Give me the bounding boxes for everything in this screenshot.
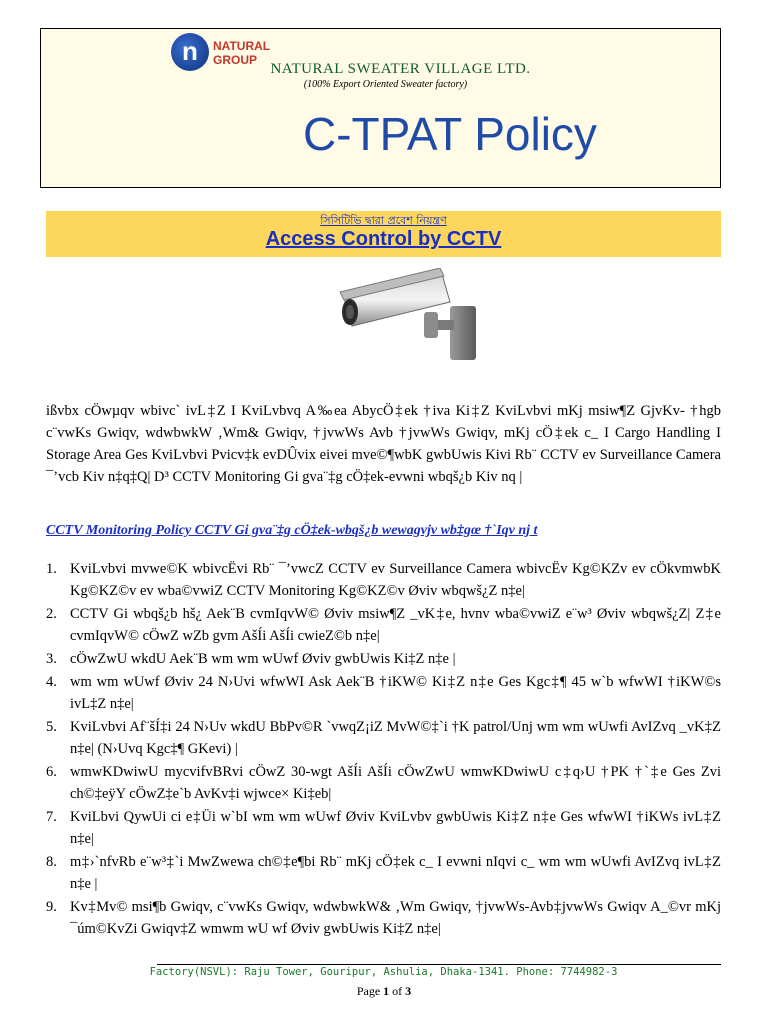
list-item-text: wm wm wUwf Øviv 24 N›Uvi wfwWI Ask Aek¨B †iKW© Ki‡Z n‡e Ges Kgc‡¶ 45 w`b wfwWI †iKW©s ivL‡Z n‡e| (70, 674, 721, 712)
logo-icon: n (171, 33, 209, 71)
list-item-number: 4. (46, 674, 57, 690)
page-current: 1 (383, 984, 390, 998)
list-item (46, 716, 721, 760)
list-item-number: 1. (46, 561, 57, 577)
intro-paragraph: ißvbx cÖwµqv wbivc` ivL‡Z I KviLvbvq A‰ea AbycÖ‡ek †iva Ki‡Z KviLvbvi mKj msiw¶Z GjvKv- †hgb c¨vwKs Gwiqv, wdwbwkW ‚Wm& Gwiqv, †jvwWs Avb †jvwWs Gwiqv, mKj cÖ‡ek c_ I Cargo Handling I Storage Area Ges KviLvbvi Pvicv‡k evDÛvix eivei mve©¶wbK gwbUwis Kivi Rb¨ CCTV ev Surveillance Camera ¯’vcb Kiv n‡q‡Q| D³ CCTV Monitoring Gi gva¨‡g cÖ‡ek-evwni wbqš¿b Kiv nq | (46, 403, 721, 485)
list-item (46, 558, 721, 602)
logo-line-2: GROUP (213, 53, 258, 67)
page-of: of (392, 984, 403, 998)
list-item (46, 851, 721, 895)
page-total: 3 (405, 984, 412, 998)
company-name: NATURAL SWEATER VILLAGE LTD. (270, 61, 531, 77)
list-item (46, 896, 721, 940)
list-item-text: m‡›`nfvRb e¨w³‡`i MwZwewa ch©‡e¶bi Rb¨ mKj cÖ‡ek c_ I evwni nIqvi c_ wm wm wUwfi AvIZvq ivL‡Z n‡e | (70, 854, 721, 892)
list-item-text: Kv‡Mv© msi¶b Gwiqv, c¨vwKs Gwiqv, wdwbwkW& ‚Wm Gwiqv, †jvwWs-Avb‡jvwWs Gwiqv A_©vr mKj ¯úm©KvZi Gwiqv‡Z wmwm wU wf Øviv gwbUwis Ki‡Z n‡e| (70, 899, 721, 937)
monitoring-policy-heading: CCTV Monitoring Policy CCTV Gi gva¨‡g cÖ‡ek-wbqš¿b wewagvjv wb‡gœ †`Iqv nj t (46, 523, 538, 538)
list-item-text: KviLbvi QywUi ci e‡Üi w`bI wm wm wUwf Øviv KviLvbv gwbUwis Ki‡Z n‡e Ges wfwWI †iKWs ivL‡Z n‡e| (70, 809, 721, 847)
list-item-text: KviLvbvi mvwe©K wbivcËvi Rb¨ ¯’vwcZ CCTV ev Surveillance Camera wbivcËv Kg©KZv ev cÖkvmwbK Kg©KZ©v ev wba©vwiZ CCTV Monitoring Kg©KZ©v Øviv wbqwš¿Z n‡e| (70, 561, 721, 599)
list-item-text: KviLvbvi Af¨šÍ‡i 24 N›Uv wkdU BbPv©R `vwqZ¡iZ MvW©‡`i †K patrol/Unj wm wm wUwfi AvIZvq _vK‡Z n‡e| (N›Uvq Kgc‡¶ GKevi) | (70, 719, 721, 757)
policy-title: C-TPAT Policy (303, 108, 597, 160)
list-item (46, 671, 721, 715)
list-item-text: wmwKDwiwU mycvifvBRvi cÖwZ 30-wgt AšÍi AšÍi cÖwZwU wmwKDwiwU c‡q›U †PK †`‡e Ges Zvi ch©‡eÿY cÖwZ‡e`b AvKv‡i wjwce× Ki‡eb| (70, 764, 721, 802)
list-item (46, 761, 721, 805)
list-item (46, 648, 721, 670)
list-item (46, 806, 721, 850)
list-item-number: 5. (46, 719, 57, 735)
logo-line-1: NATURAL (213, 39, 271, 53)
page-label: Page (356, 984, 381, 998)
company-tagline: (100% Export Oriented Sweater factory) (303, 79, 468, 90)
list-item-number: 2. (46, 606, 57, 622)
header-box (40, 28, 721, 188)
list-item-number: 8. (46, 854, 57, 870)
cctv-camera-image (338, 268, 480, 364)
list-item-number: 7. (46, 809, 57, 825)
page-number (0, 984, 768, 999)
policy-list (46, 558, 721, 941)
list-item-text: CCTV Gi wbqš¿b hš¿ Aek¨B cvmIqvW© Øviv msiw¶Z _vK‡e, hvnv wba©vwiZ e¨w³ Øviv wbqwš¿Z| Z‡e cvmIqvW© cÖwZ wZb gvm AšÍi AšÍi cwieZ©b n‡e| (70, 606, 721, 644)
section-title-band (46, 211, 721, 257)
section-title-english: Access Control by CCTV (265, 228, 502, 250)
section-title-bangla: সিসিটিভি দ্বারা প্রবেশ নিয়ন্ত্রণ (320, 214, 447, 227)
list-item-number: 6. (46, 764, 57, 780)
list-item-number: 9. (46, 899, 57, 915)
list-item-number: 3. (46, 651, 57, 667)
list-item (46, 603, 721, 647)
footer-address: Factory(NSVL): Raju Tower, Gouripur, Ashulia, Dhaka-1341. Phone: 7744982-3 (149, 966, 618, 978)
footer-divider (157, 964, 721, 965)
list-item-text: cÖwZwU wkdU Aek¨B wm wm wUwf Øviv gwbUwis Ki‡Z n‡e | (70, 651, 456, 667)
